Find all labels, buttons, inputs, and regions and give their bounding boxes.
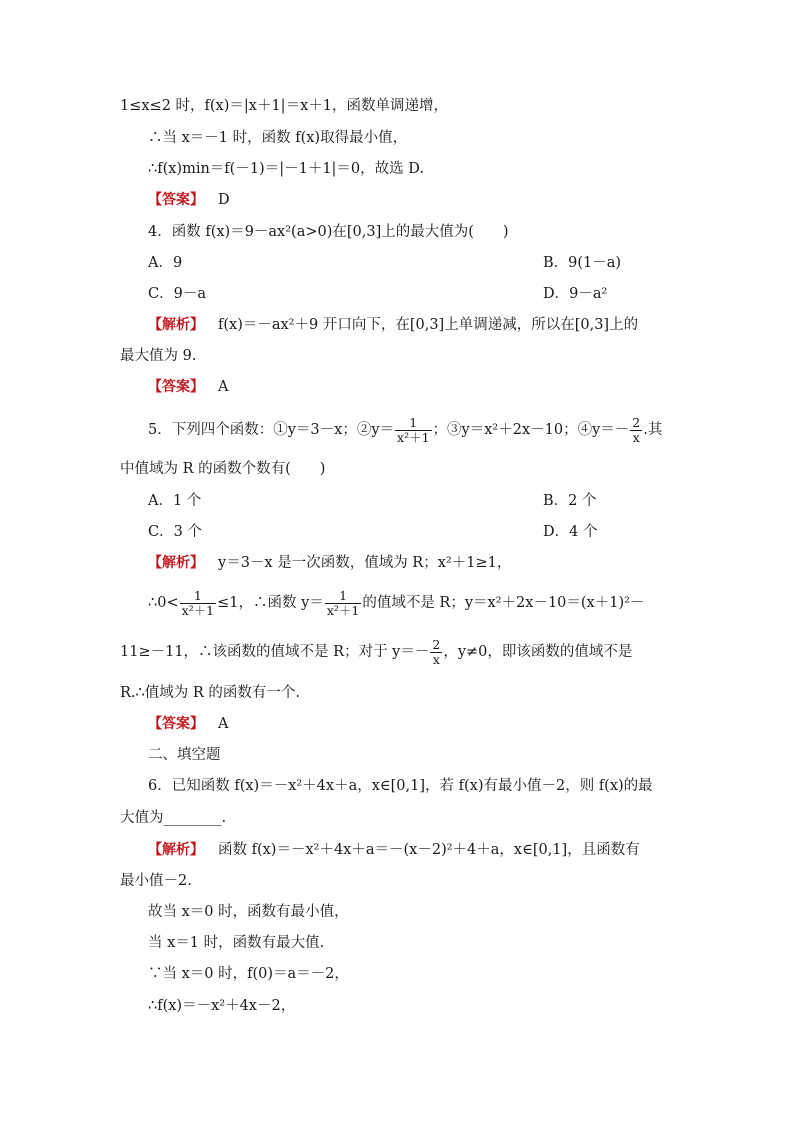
answer-line bbox=[148, 376, 228, 398]
option-c: C．3 个 bbox=[148, 524, 202, 540]
text-line: 1≤x≤2 时，f(x)＝|x＋1|＝x＋1，函数单调递增， bbox=[120, 98, 448, 114]
text-line: 最大值为 9. bbox=[120, 348, 197, 364]
fraction-numerator: 2 bbox=[632, 414, 641, 430]
fraction-numerator: 1 bbox=[339, 587, 348, 603]
analysis-text: y＝3－x 是一次函数，值域为 R；x²＋1≥1， bbox=[218, 555, 512, 571]
text-line: 最小值－2. bbox=[120, 873, 192, 889]
analysis-text: f(x)＝－ax²＋9 开口向下，在[0,3]上单调递减，所以在[0,3]上的 bbox=[218, 317, 639, 333]
option-b: B．9(1－a) bbox=[543, 255, 622, 271]
fraction bbox=[430, 638, 442, 667]
question-5-text: ；③y＝x²＋2x－10；④y＝－ bbox=[432, 422, 630, 438]
answer-tag: 【答案】 bbox=[148, 192, 204, 208]
fraction bbox=[395, 416, 432, 445]
analysis-line bbox=[120, 637, 632, 667]
text-line: 中值域为 R 的函数个数有( ) bbox=[120, 461, 326, 477]
analysis-text: 的值域不是 R；y＝x²＋2x－10＝(x＋1)²－ bbox=[362, 595, 645, 611]
answer-value: A bbox=[218, 716, 229, 732]
text-line: ∴f(x)min＝f(－1)＝|－1＋1|＝0，故选 D. bbox=[148, 161, 424, 177]
text-line: ∴当 x＝－1 时，函数 f(x)取得最小值， bbox=[148, 130, 408, 146]
analysis-tag: 【解析】 bbox=[148, 555, 204, 571]
analysis-text: 11≥－11，∴该函数的值域不是 R；对于 y＝－ bbox=[120, 644, 430, 660]
question-4: 4．函数 f(x)＝9－ax²(a>0)在[0,3]上的最大值为( ) bbox=[148, 224, 509, 240]
fraction bbox=[325, 589, 362, 618]
text-line: ∴f(x)＝－x²＋4x－2， bbox=[148, 998, 296, 1014]
text-line: ∵当 x＝0 时，f(0)＝a＝－2， bbox=[148, 966, 349, 982]
answer-line bbox=[148, 713, 228, 735]
section-heading: 二、填空题 bbox=[148, 747, 221, 763]
fraction-denominator: x²＋1 bbox=[326, 602, 360, 618]
question-6: 6．已知函数 f(x)＝－x²＋4x＋a，x∈[0,1]，若 f(x)有最小值－2，则 f(x)的最 bbox=[148, 778, 653, 794]
option-d: D．9－a² bbox=[543, 286, 608, 302]
option-d: D．4 个 bbox=[543, 524, 598, 540]
question-5-text: 5．下列四个函数：①y＝3－x；②y＝ bbox=[148, 422, 395, 438]
text-line: 故当 x＝0 时，函数有最小值， bbox=[148, 904, 349, 920]
option-a: A．9 bbox=[148, 255, 183, 271]
fraction bbox=[630, 416, 642, 445]
answer-tag: 【答案】 bbox=[148, 379, 204, 395]
option-row bbox=[148, 490, 597, 512]
fraction-denominator: x²＋1 bbox=[181, 602, 215, 618]
analysis-text: ，y≠0，即该函数的值域不是 bbox=[443, 644, 633, 660]
option-row bbox=[148, 521, 598, 543]
text-line: 当 x＝1 时，函数有最大值. bbox=[148, 935, 325, 951]
analysis-text: 函数 f(x)＝－x²＋4x＋a＝－(x－2)²＋4＋a，x∈[0,1]，且函数有 bbox=[218, 842, 640, 858]
option-c: C．9－a bbox=[148, 286, 206, 302]
question-5 bbox=[148, 415, 662, 445]
text-line: R.∴值域为 R 的函数有一个. bbox=[120, 685, 300, 701]
analysis-tag: 【解析】 bbox=[148, 317, 204, 333]
analysis-line bbox=[148, 552, 511, 574]
fraction-numerator: 1 bbox=[409, 414, 418, 430]
fraction-denominator: x bbox=[430, 652, 442, 667]
question-5-text: .其 bbox=[643, 422, 663, 438]
text-line: 大值为________. bbox=[120, 810, 227, 826]
answer-value: D bbox=[218, 192, 230, 208]
analysis-line bbox=[148, 314, 638, 336]
analysis-text: ∴0< bbox=[148, 595, 179, 611]
fraction-numerator: 2 bbox=[432, 636, 441, 652]
fraction-denominator: x bbox=[630, 430, 642, 445]
option-row bbox=[148, 283, 608, 305]
analysis-line bbox=[148, 588, 644, 618]
analysis-line bbox=[148, 839, 640, 861]
answer-value: A bbox=[218, 379, 229, 395]
answer-line bbox=[148, 189, 230, 211]
fraction-denominator: x²＋1 bbox=[397, 429, 430, 445]
fraction-numerator: 1 bbox=[193, 587, 202, 603]
analysis-text: ≤1，∴函数 y＝ bbox=[217, 595, 324, 611]
analysis-tag: 【解析】 bbox=[148, 842, 204, 858]
option-a: A．1 个 bbox=[148, 493, 202, 509]
option-row bbox=[148, 252, 622, 274]
option-b: B．2 个 bbox=[543, 493, 597, 509]
fraction bbox=[180, 589, 217, 618]
answer-tag: 【答案】 bbox=[148, 716, 204, 732]
